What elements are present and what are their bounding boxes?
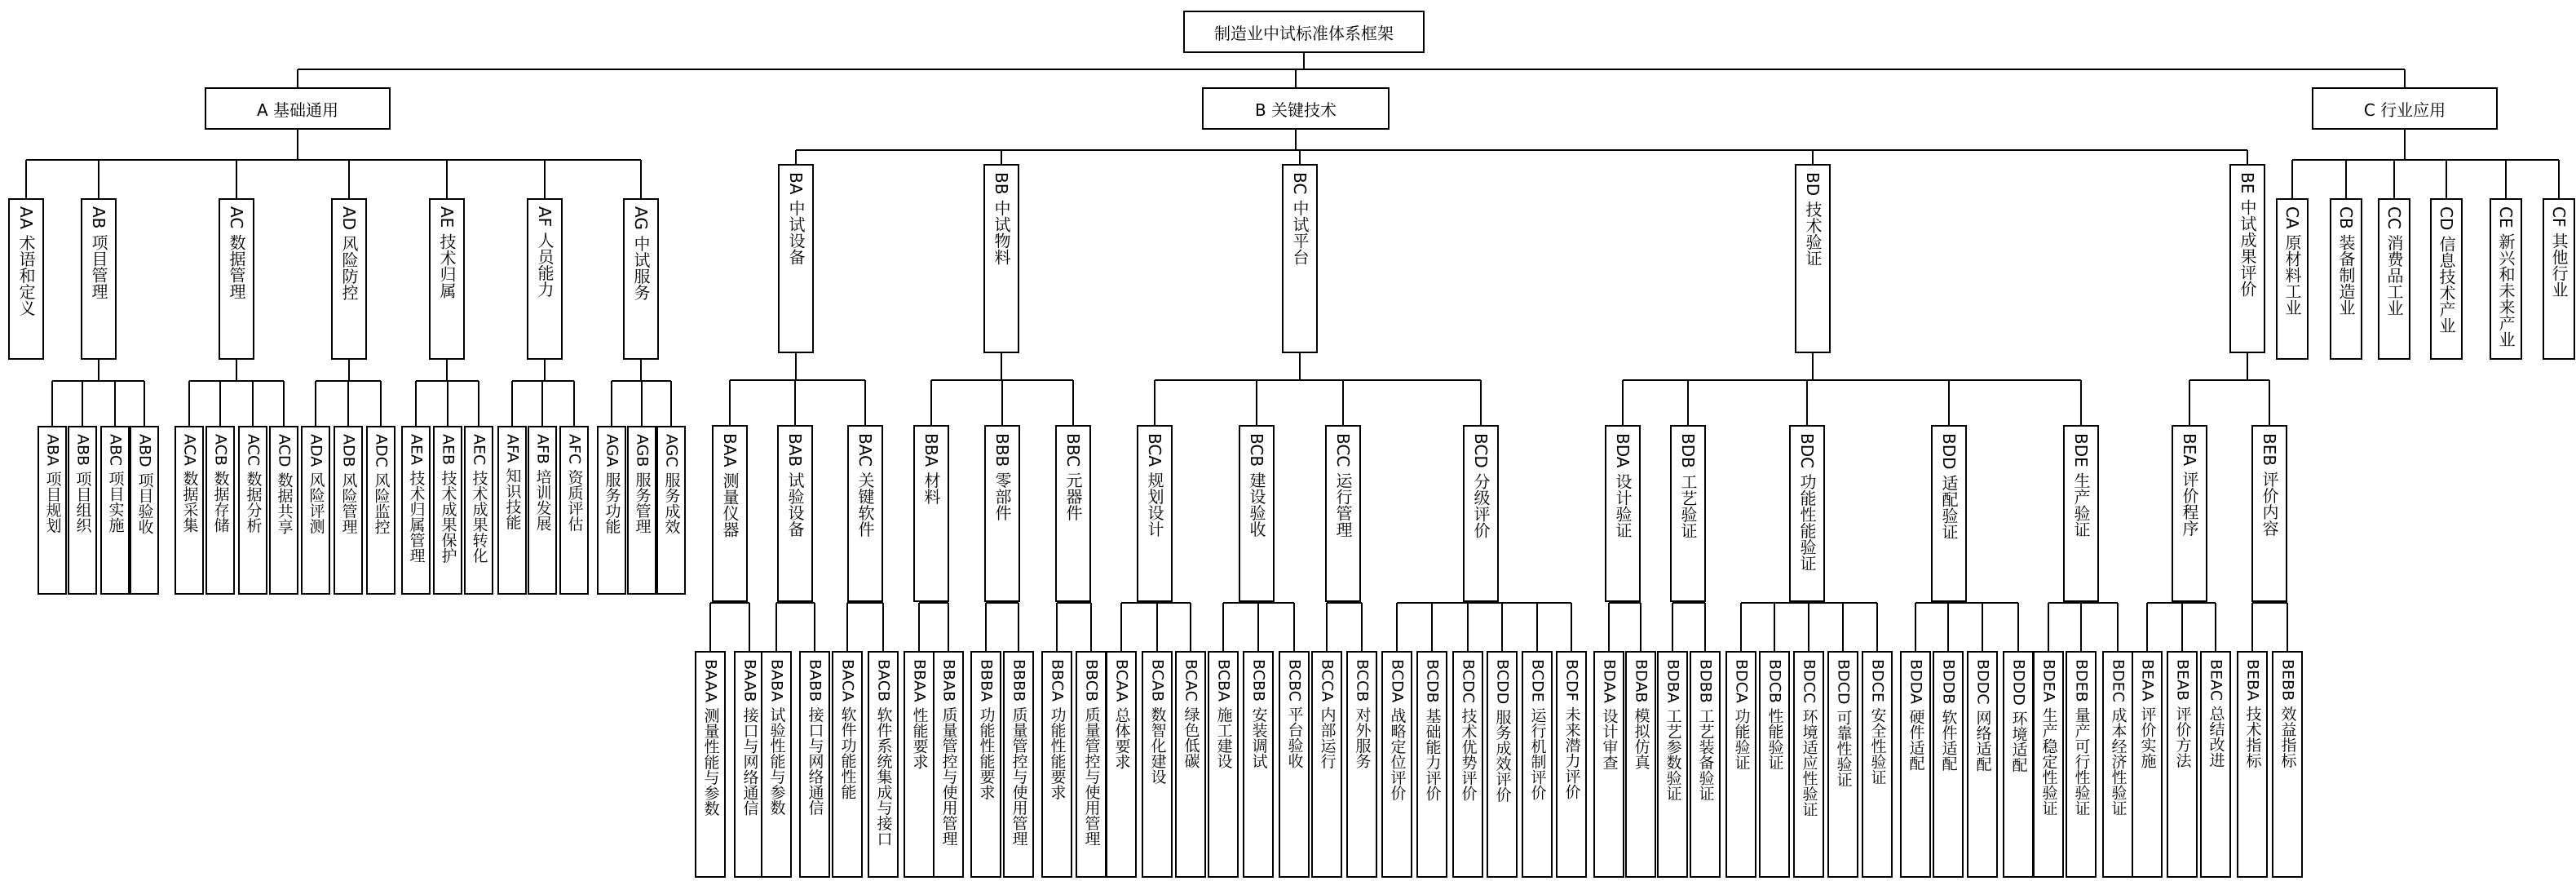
- root-node: [1183, 11, 1425, 53]
- node-baba-label: BABA 试验性能与参数: [767, 659, 786, 816]
- node-bdcc-label: BDCC 环境适应性验证: [1800, 659, 1818, 817]
- node-bebb-label: BEBB 效益指标: [2278, 659, 2297, 768]
- section-b: [1202, 87, 1390, 130]
- node-ab: [81, 198, 117, 360]
- node-agb-label: AGB 服务管理: [633, 434, 652, 534]
- node-bbbb: [1003, 651, 1034, 878]
- node-aea: [401, 426, 431, 595]
- node-beaa-label: BEAA 评价实施: [2138, 659, 2157, 768]
- section-b-label: B 关键技术: [1254, 100, 1337, 120]
- node-adb: [334, 426, 363, 595]
- node-bdda: [1900, 651, 1931, 878]
- node-beac-label: BEAC 总结改进: [2207, 659, 2225, 768]
- node-bdcb: [1759, 651, 1790, 878]
- node-ag-label: AG 中试服务: [631, 206, 651, 301]
- node-bcd: [1463, 425, 1499, 602]
- node-bcdd-label: BCDD 服务成效评价: [1493, 659, 1512, 803]
- node-bdeb-label: BDEB 量产可行性验证: [2072, 659, 2091, 816]
- node-cc: [2378, 198, 2410, 360]
- node-bddd-label: BDDD 环境适配: [2009, 659, 2028, 773]
- node-beab-label: BEAB 评价方法: [2173, 659, 2192, 768]
- node-bddc: [1967, 651, 1998, 878]
- node-bddd: [2003, 651, 2034, 878]
- node-beb-label: BEB 评价内容: [2260, 433, 2279, 537]
- node-beab: [2167, 651, 2198, 878]
- node-bbba-label: BBBA 功能性能要求: [977, 659, 996, 800]
- node-bdaa-label: BDAA 设计审查: [1600, 659, 1619, 770]
- node-bebb: [2272, 651, 2303, 878]
- node-bbab: [933, 651, 964, 878]
- node-agc: [656, 426, 686, 595]
- node-cd-label: CD 信息技术产业: [2437, 206, 2456, 334]
- node-baa: [712, 425, 748, 602]
- node-acb: [205, 426, 235, 595]
- node-baca: [832, 651, 863, 878]
- node-ca: [2276, 198, 2309, 360]
- node-bbba: [970, 651, 1001, 878]
- node-bcdc-label: BCDC 技术优势评价: [1459, 659, 1478, 801]
- node-bdea: [2033, 651, 2064, 878]
- node-afc-label: AFC 资质评估: [565, 434, 584, 532]
- node-bde: [2063, 425, 2099, 602]
- node-bbcb-label: BBCB 质量管控与使用管理: [1082, 659, 1101, 847]
- node-bdeb: [2066, 651, 2097, 878]
- node-bddb-label: BDDB 软件适配: [1939, 659, 1958, 772]
- node-bcde-label: BCDE 运行机制评价: [1528, 659, 1547, 800]
- node-bdce-label: BDCE 安全性验证: [1868, 659, 1887, 785]
- node-ca-label: CA 原材料工业: [2282, 206, 2302, 317]
- node-bab: [777, 425, 813, 602]
- node-baba: [761, 651, 792, 878]
- node-bcca-label: BCCA 内部运行: [1318, 659, 1337, 769]
- node-bdaa: [1593, 651, 1624, 878]
- node-bdd-label: BDD 适配验证: [1939, 433, 1959, 540]
- node-ab-label: AB 项目管理: [89, 206, 108, 299]
- node-bba-label: BBA 材料: [921, 433, 941, 505]
- root-label: 制造业中试标准体系框架: [1214, 23, 1394, 43]
- node-cf: [2543, 198, 2575, 360]
- node-aa-label: AA 术语和定义: [16, 206, 36, 317]
- node-bdba: [1657, 651, 1688, 878]
- node-bdcb-label: BDCB 性能验证: [1765, 659, 1784, 771]
- node-bc: [1282, 164, 1318, 353]
- node-ac: [219, 198, 254, 360]
- node-bde-label: BDE 生产验证: [2071, 433, 2091, 538]
- node-ce-label: CE 新兴和未来产业: [2496, 206, 2516, 348]
- node-bdba-label: BDBA 工艺参数验证: [1664, 659, 1682, 801]
- node-bcb: [1239, 425, 1275, 602]
- node-baab-label: BAAB 接口与网络通信: [740, 659, 759, 816]
- node-bbb-label: BBB 零部件: [992, 433, 1012, 521]
- node-acb-label: ACB 数据存储: [211, 434, 230, 533]
- section-c-label: C 行业应用: [2363, 100, 2446, 120]
- node-aec: [464, 426, 493, 595]
- node-afa: [497, 426, 527, 595]
- node-bdcc: [1793, 651, 1824, 878]
- node-acd: [269, 426, 298, 595]
- node-bcc-label: BCC 运行管理: [1333, 433, 1353, 538]
- node-agb: [627, 426, 656, 595]
- node-aca: [175, 426, 204, 595]
- node-bdab-label: BDAB 模拟仿真: [1632, 659, 1650, 770]
- node-bd: [1795, 164, 1831, 353]
- node-bacb: [868, 651, 899, 878]
- node-bdbb: [1690, 651, 1721, 878]
- node-bbca-label: BBCA 功能性能要求: [1048, 659, 1067, 800]
- node-bdd: [1931, 425, 1967, 602]
- node-bccb: [1346, 651, 1377, 878]
- node-bbab-label: BBAB 质量管控与使用管理: [939, 659, 958, 847]
- node-bca-label: BCA 规划设计: [1145, 433, 1164, 538]
- node-bdc-label: BDC 功能性能验证: [1797, 433, 1817, 572]
- node-bdb-label: BDB 工艺验证: [1678, 433, 1698, 539]
- node-afa-label: AFA 知识技能: [503, 434, 522, 530]
- node-bdc: [1789, 425, 1825, 602]
- node-acc-label: ACC 数据分析: [244, 434, 263, 533]
- node-bdea-label: BDEA 生产稳定性验证: [2039, 659, 2058, 816]
- node-beb: [2251, 425, 2287, 602]
- node-bcc: [1325, 425, 1361, 602]
- node-baaa: [695, 651, 726, 878]
- node-abc-label: ABC 项目实施: [106, 434, 125, 533]
- node-babb: [799, 651, 830, 878]
- node-bba: [913, 425, 949, 602]
- node-bdcd: [1827, 651, 1858, 878]
- section-a: [205, 87, 391, 130]
- node-bcac: [1175, 651, 1206, 878]
- node-bcba-label: BCBA 施工建设: [1214, 659, 1233, 769]
- node-bac: [847, 425, 883, 602]
- node-aeb-label: AEB 技术成果保护: [439, 434, 457, 564]
- node-cf-label: CF 其他行业: [2549, 206, 2569, 298]
- node-aca-label: ACA 数据采集: [180, 434, 199, 533]
- node-bddb: [1933, 651, 1964, 878]
- node-ba: [778, 164, 814, 353]
- node-cd: [2430, 198, 2463, 360]
- node-aga: [597, 426, 626, 595]
- node-bcde: [1522, 651, 1553, 878]
- node-baa-label: BAA 测量仪器: [720, 433, 740, 538]
- node-bcac-label: BCAC 绿色低碳: [1182, 659, 1200, 768]
- node-bda: [1605, 425, 1641, 602]
- node-bcbc: [1279, 651, 1310, 878]
- node-bbc: [1055, 425, 1091, 602]
- node-bdda-label: BDDA 硬件适配: [1907, 659, 1925, 771]
- node-bbbb-label: BBBB 质量管控与使用管理: [1010, 659, 1028, 847]
- node-ac-label: AC 数据管理: [227, 206, 246, 299]
- node-bcdf: [1556, 651, 1587, 878]
- section-a-label: A 基础通用: [256, 100, 339, 120]
- node-bcdf-label: BCDF 未来潜力评价: [1562, 659, 1581, 799]
- node-babb-label: BABB 接口与网络通信: [806, 659, 824, 816]
- node-bcaa-label: BCAA 总体要求: [1112, 659, 1131, 769]
- node-bcba: [1208, 651, 1239, 878]
- node-ada-label: ADA 风险评测: [307, 434, 325, 534]
- node-bdcd-label: BDCD 可靠性验证: [1834, 659, 1853, 787]
- node-bcdb-label: BCDB 基础能力评价: [1423, 659, 1442, 801]
- node-bbaa-label: BBAA 性能要求: [910, 659, 929, 769]
- node-abb-label: ABB 项目组织: [73, 434, 92, 533]
- node-bca: [1137, 425, 1173, 602]
- node-bcbc-label: BCBC 平台验收: [1285, 659, 1304, 768]
- node-aba-label: ABA 项目规划: [43, 434, 62, 533]
- node-be: [2229, 164, 2265, 353]
- node-bcb-label: BCB 建设验收: [1247, 433, 1266, 538]
- node-bb: [983, 164, 1019, 353]
- node-aeb: [433, 426, 462, 595]
- node-bdb: [1670, 425, 1706, 602]
- node-bbaa: [904, 651, 935, 878]
- node-aga-label: AGA 服务功能: [603, 434, 621, 534]
- node-cb-label: CB 装备制造业: [2336, 206, 2356, 317]
- node-bdca: [1725, 651, 1756, 878]
- node-bcaa: [1106, 651, 1137, 878]
- node-bcbb-label: BCBB 安装调试: [1249, 659, 1268, 769]
- node-bdca-label: BDCA 功能验证: [1732, 659, 1751, 770]
- node-baca-label: BACA 软件功能性能: [838, 659, 857, 800]
- node-bcda: [1381, 651, 1412, 878]
- node-bdec-label: BDEC 成本经济性验证: [2109, 659, 2128, 816]
- node-beaa: [2132, 651, 2163, 878]
- node-bea-label: BEA 评价程序: [2180, 433, 2199, 537]
- node-bac-label: BAC 关键软件: [855, 433, 875, 538]
- node-bacb-label: BACB 软件系统集成与接口: [874, 659, 893, 847]
- node-bda-label: BDA 设计验证: [1613, 433, 1633, 538]
- node-bdce: [1862, 651, 1893, 878]
- node-ag: [623, 198, 659, 360]
- node-acd-label: ACD 数据共享: [275, 434, 294, 534]
- node-aba: [38, 426, 67, 595]
- node-adc: [366, 426, 395, 595]
- node-bbc-label: BBC 元器件: [1063, 433, 1083, 521]
- node-bddc-label: BDDC 网络适配: [1973, 659, 1992, 772]
- node-bbcb: [1076, 651, 1107, 878]
- node-af-label: AF 人员能力: [535, 206, 555, 298]
- node-afb: [528, 426, 557, 595]
- node-bd-label: BD 技术验证: [1803, 172, 1823, 267]
- node-abd-label: ABD 项目验收: [135, 434, 154, 534]
- node-ba-label: BA 中试设备: [786, 172, 806, 265]
- node-ad-label: AD 风险防控: [339, 206, 359, 301]
- node-bc-label: BC 中试平台: [1290, 172, 1310, 265]
- node-aec-label: AEC 技术成果转化: [470, 434, 488, 564]
- node-bcab: [1142, 651, 1173, 878]
- node-bcdd: [1487, 651, 1518, 878]
- node-bdbb-label: BDBB 工艺装备验证: [1696, 659, 1715, 801]
- node-bab-label: BAB 试验设备: [785, 433, 805, 538]
- node-cb: [2330, 198, 2362, 360]
- node-ae: [429, 198, 465, 360]
- node-cc-label: CC 消费品工业: [2384, 206, 2404, 317]
- node-bcdb: [1416, 651, 1447, 878]
- node-bcda-label: BCDA 战略定位评价: [1388, 659, 1407, 801]
- node-afb-label: AFB 培训发展: [533, 434, 552, 532]
- node-abc: [100, 426, 130, 595]
- node-adb-label: ADB 风险管理: [339, 434, 358, 534]
- node-af: [527, 198, 563, 360]
- node-acc: [238, 426, 267, 595]
- node-afc: [559, 426, 589, 595]
- node-aea-label: AEA 技术归属管理: [407, 434, 426, 564]
- node-abd: [130, 426, 159, 595]
- node-ce: [2490, 198, 2522, 360]
- node-beba: [2237, 651, 2268, 878]
- node-bbb: [984, 425, 1020, 602]
- node-bcab-label: BCAB 数智化建设: [1148, 659, 1167, 785]
- node-ada: [301, 426, 330, 595]
- node-be-label: BE 中试成果评价: [2238, 172, 2257, 297]
- node-abb: [68, 426, 97, 595]
- node-adc-label: ADC 风险监控: [372, 434, 391, 534]
- node-beba-label: BEBA 技术指标: [2243, 659, 2262, 768]
- node-bcdc: [1452, 651, 1483, 878]
- node-bb-label: BB 中试物料: [992, 172, 1011, 265]
- node-bdab: [1625, 651, 1656, 878]
- section-c: [2312, 87, 2498, 130]
- node-bcd-label: BCD 分级评价: [1471, 433, 1491, 539]
- node-bbca: [1041, 651, 1072, 878]
- node-bccb-label: BCCB 对外服务: [1353, 659, 1372, 769]
- node-bea: [2172, 425, 2207, 602]
- node-aa: [8, 198, 44, 360]
- node-agc-label: AGC 服务成效: [662, 434, 681, 534]
- node-ad: [331, 198, 367, 360]
- node-bcbb: [1243, 651, 1274, 878]
- node-ae-label: AE 技术归属: [437, 206, 457, 299]
- node-bcca: [1311, 651, 1342, 878]
- node-bdec: [2102, 651, 2133, 878]
- node-beac: [2200, 651, 2231, 878]
- node-baaa-label: BAAA 测量性能与参数: [701, 659, 720, 817]
